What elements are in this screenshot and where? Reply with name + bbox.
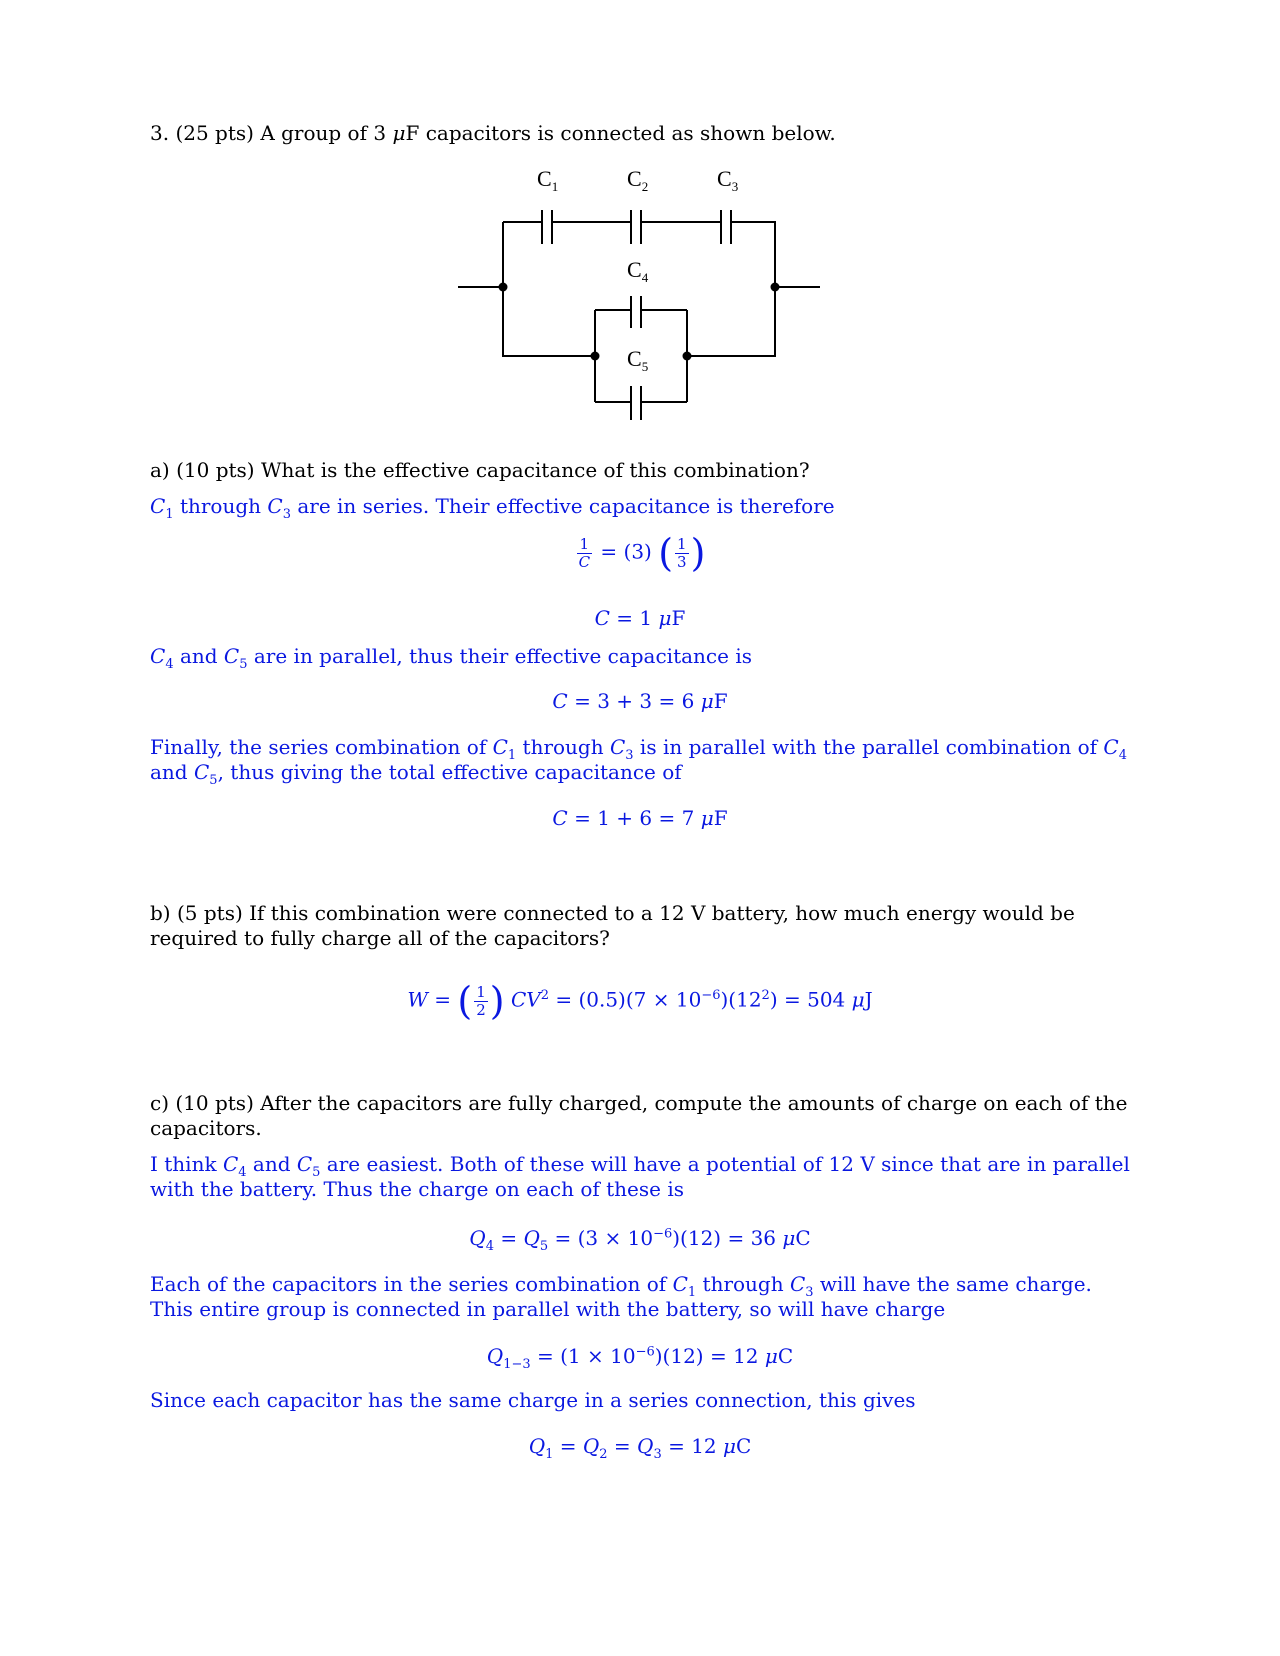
- part-a-equation-1: $\frac{1}{C}$ = (3) ( $\frac{1}{3}$ ): [578, 531, 706, 575]
- part-c-equation-2: $Q_{1-3} = (1 \times 10^{-6})(12) = 12$ μC: [486, 1344, 794, 1372]
- part-a-paragraph-3: Finally, the series combination of $C_1$ through $C_3$ is in parallel with the parallel combination of $C_4$ and $C_5$, thus giving the total effective capacitance of: [150, 735, 1127, 788]
- part-a-equation-3: C = 3 + 3 = 6 μF: [552, 689, 728, 713]
- part-c-equation-1: $Q_4 = Q_5 = (3 \times 10^{-6})(12) = 36$ μC: [469, 1226, 811, 1254]
- circuit-diagram: [0, 0, 1280, 440]
- label-c3: $C_3$: [717, 166, 739, 194]
- part-a-question: a) (10 pts) What is the effective capacitance of this combination?: [150, 458, 810, 482]
- part-a-paragraph-2: $C_4$ and $C_5$ are in parallel, thus their effective capacitance is: [150, 644, 752, 672]
- label-c4: $C_4$: [627, 257, 649, 285]
- part-c-paragraph-3: Since each capacitor has the same charge in a series connection, this gives: [150, 1388, 916, 1412]
- part-c-question: c) (10 pts) After the capacitors are fully charged, compute the amounts of charge on each of the capacitors.: [150, 1091, 1128, 1140]
- part-b-question: b) (5 pts) If this combination were connected to a 12 V battery, how much energy would be required to fully charge all of the capacitors?: [150, 901, 1075, 950]
- part-a-equation-2: C = 1 μF: [594, 606, 686, 630]
- label-c2: $C_2$: [627, 166, 649, 194]
- part-a-equation-4: C = 1 + 6 = 7 μF: [552, 806, 728, 830]
- part-c-paragraph-2: Each of the capacitors in the series combination of $C_1$ through $C_3$ will have the same charge. This entire group is connected in parallel with the battery, so will have charge: [150, 1272, 1092, 1321]
- part-a-paragraph-1: $C_1$ through $C_3$ are in series. Their effective capacitance is therefore: [150, 494, 835, 522]
- part-c-paragraph-1: I think $C_4$ and $C_5$ are easiest. Both of these will have a potential of 12 V since that are in parallel with the battery. Thus the charge on each of these is: [150, 1152, 1130, 1201]
- part-b-equation-1: W = ( $\frac{1}{2}$ ) $CV^2 = (0.5)(7 \times 10^{-6})(12^2) = 504$ μJ: [407, 979, 873, 1023]
- part-c-equation-3: $Q_1 = Q_2 = Q_3 = 12$ μC: [528, 1434, 752, 1462]
- label-c1: $C_1$: [537, 166, 559, 194]
- problem-header: 3. (25 pts) A group of 3 μF capacitors is connected as shown below.: [150, 121, 836, 145]
- label-c5: $C_5$: [627, 346, 649, 374]
